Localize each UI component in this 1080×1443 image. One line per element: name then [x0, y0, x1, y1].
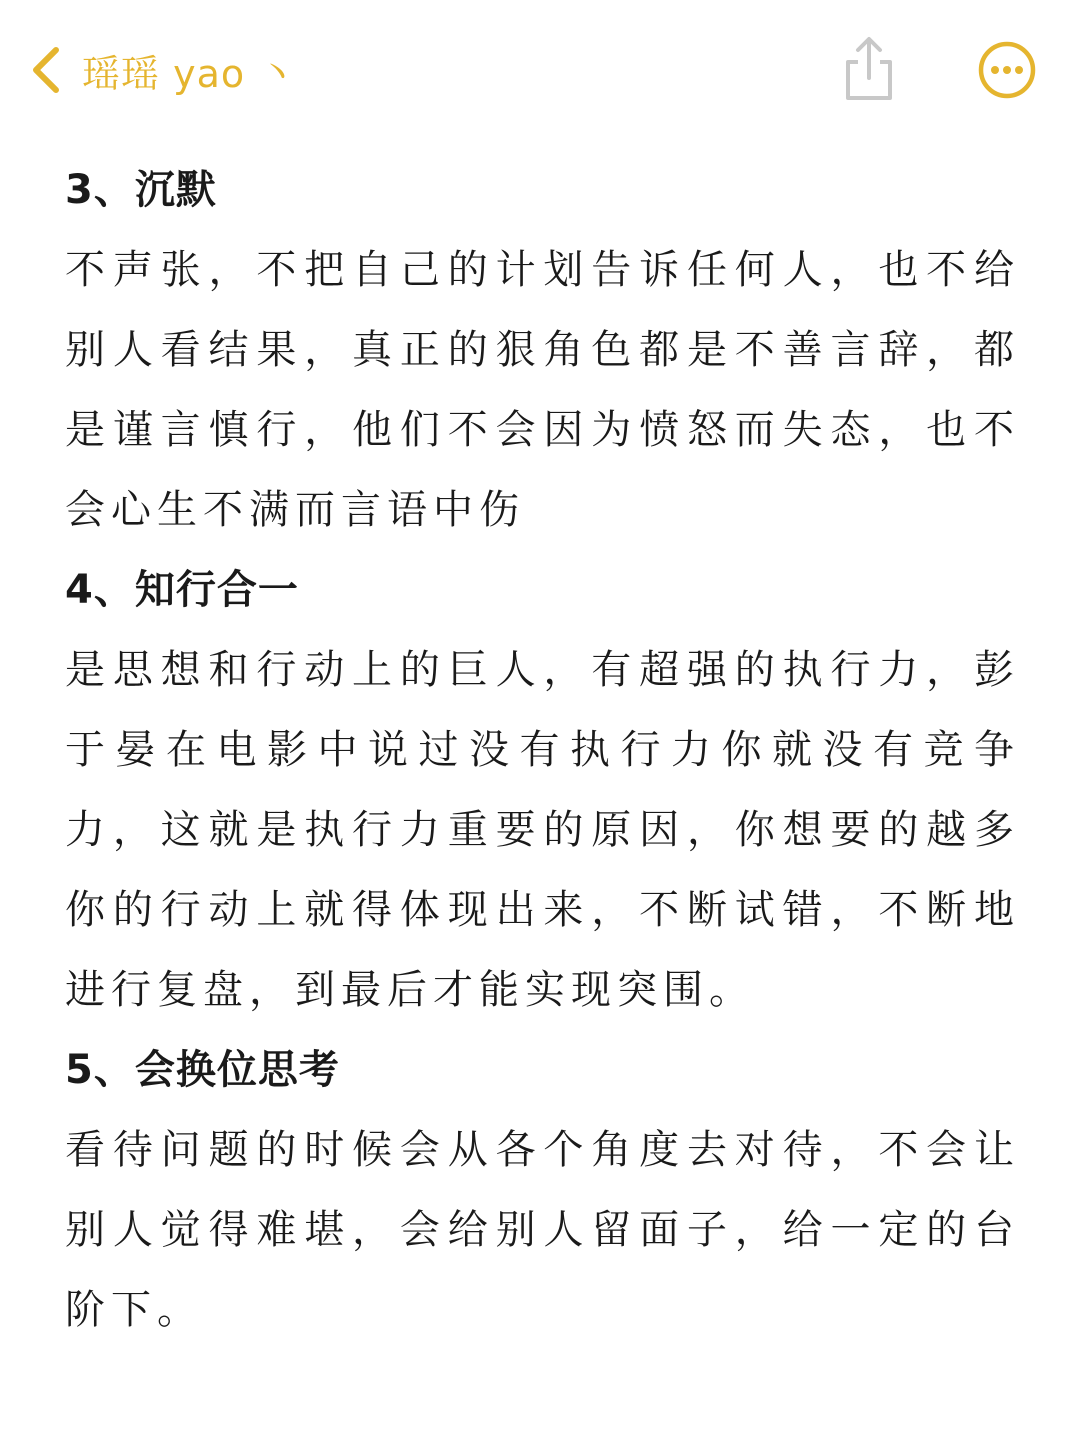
more-icon: [977, 85, 1037, 104]
chevron-left-icon: [28, 44, 62, 96]
more-options-button[interactable]: [977, 40, 1037, 100]
section-title: 4、知行合一: [65, 567, 299, 613]
section-title: 5、会换位思考: [65, 1047, 340, 1093]
back-button[interactable]: [28, 38, 297, 102]
section-body: 是思想和行动上的巨人，有超强的执行力，彭于晏在电影中说过没有执行力你就没有竞争力，这就是执行力重要的原因，你想要的越多你的行动上就得体现出来，不断试错，不断地进行复盘，到最后才能实现突围。: [65, 647, 1020, 1013]
author-name: 瑶瑶 yao 丶: [82, 51, 298, 96]
section-title: 3、沉默: [65, 167, 217, 213]
share-button[interactable]: [838, 34, 900, 102]
section-body: 看待问题的时候会从各个角度去对待，不会让别人觉得难堪，会给别人留面子，给一定的台阶下。: [65, 1127, 1020, 1333]
section-body: 不声张，不把自己的计划告诉任何人，也不给别人看结果，真正的狠角色都是不善言辞，都是谨言慎行，他们不会因为愤怒而失态，也不会心生不满而言语中伤: [65, 247, 1020, 533]
navigation-bar: [0, 0, 1080, 140]
note-content: [65, 150, 1020, 1350]
share-icon: [838, 87, 900, 106]
